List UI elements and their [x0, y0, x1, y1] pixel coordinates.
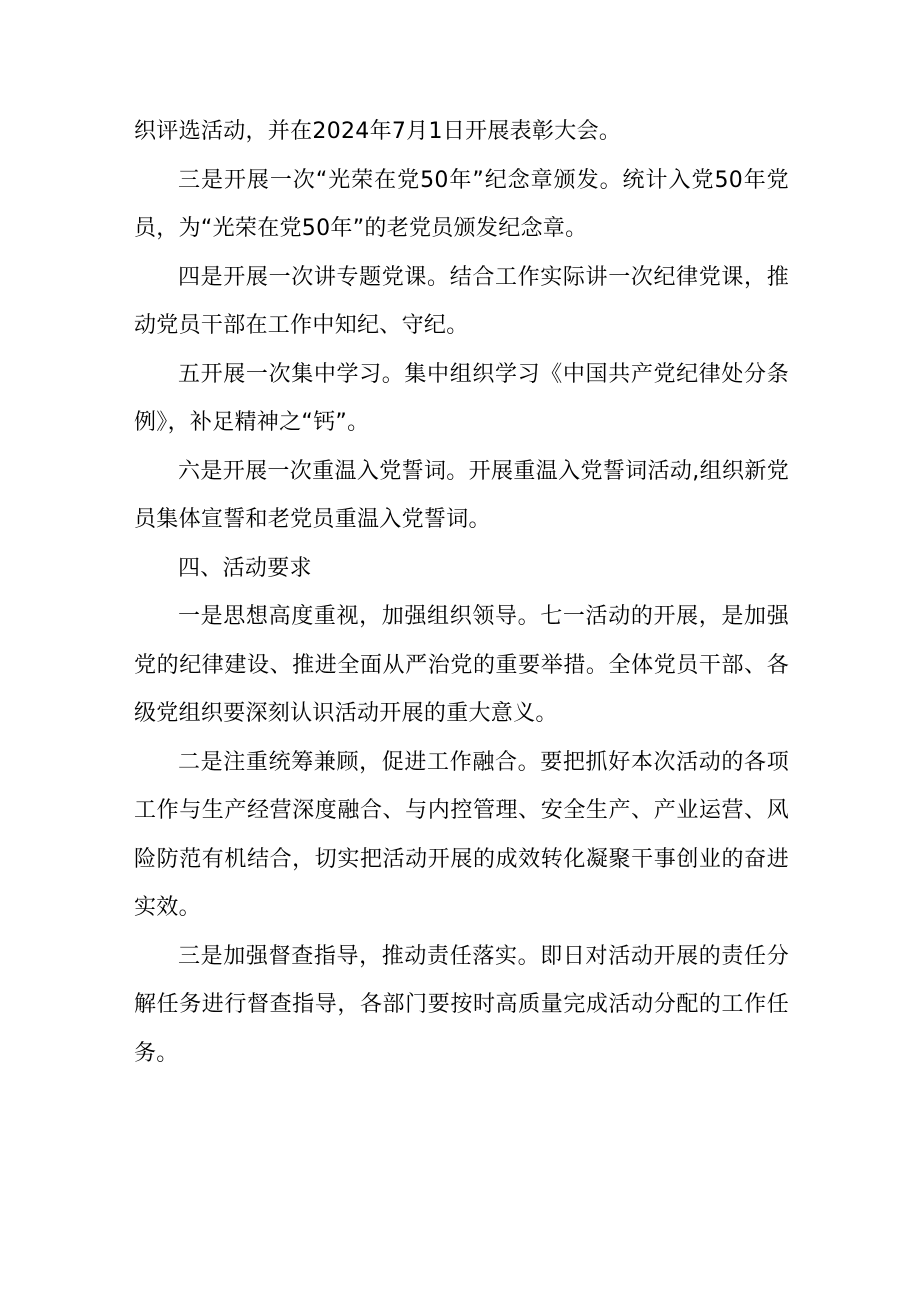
- document-body: [134, 108, 789, 1078]
- section-heading-requirements: 四、活动要求: [178, 555, 312, 581]
- paragraph-item-6-oath: 六是开展一次重温入党誓词。开展重温入党誓词活动,组织新党员集体宣誓和老党员重温入党誓词。: [134, 458, 789, 532]
- paragraph-item-3-medal: 三是开展一次“光荣在党50年”纪念章颁发。统计入党50年党员，为“光荣在党50年”的老党员颁发纪念章。: [134, 167, 789, 241]
- paragraph-requirement-1: 一是思想高度重视，加强组织领导。七一活动的开展，是加强党的纪律建设、推进全面从严治党的重要举措。全体党员干部、各级党组织要深刻认识活动开展的重大意义。: [134, 604, 789, 726]
- paragraph-item-5-study: 五开展一次集中学习。集中组织学习《中国共产党纪律处分条例》，补足精神之“钙”。: [134, 361, 789, 435]
- paragraph-requirement-2: 二是注重统筹兼顾，促进工作融合。要把抓好本次活动的各项工作与生产经营深度融合、与内控管理、安全生产、产业运营、风险防范有机结合，切实把活动开展的成效转化凝聚干事创业的奋进实效。: [134, 749, 789, 920]
- paragraph-requirement-3: 三是加强督查指导，推动责任落实。即日对活动开展的责任分解任务进行督查指导，各部门要按时高质量完成活动分配的工作任务。: [134, 943, 789, 1066]
- paragraph-continuation: 织评选活动，并在2024年7月1日开展表彰大会。: [134, 119, 622, 144]
- paragraph-item-4-lecture: 四是开展一次讲专题党课。结合工作实际讲一次纪律党课，推动党员干部在工作中知纪、守纪。: [134, 264, 789, 338]
